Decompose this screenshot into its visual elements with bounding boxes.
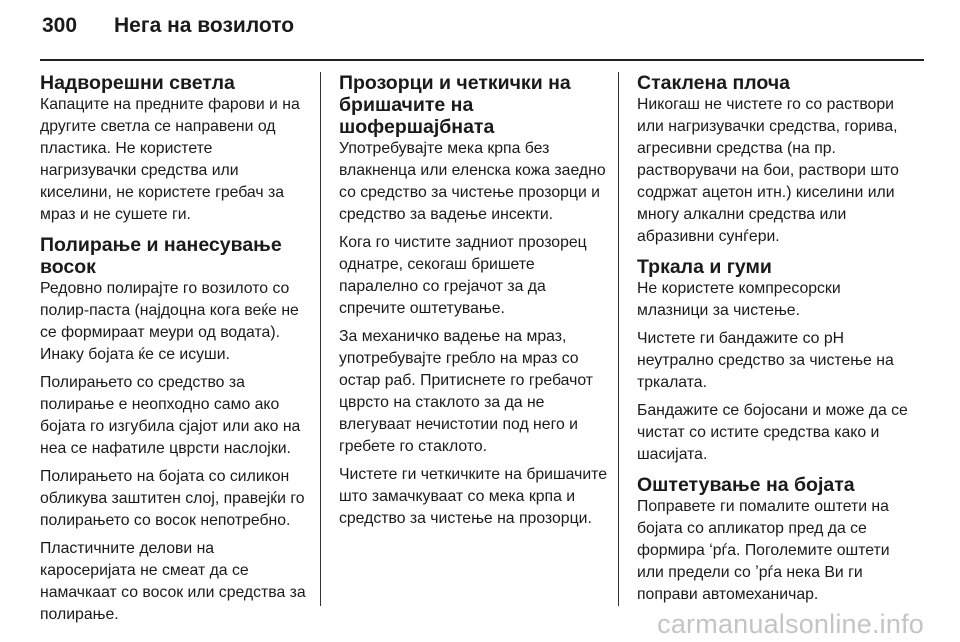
paragraph: Пластичните делови на каросеријата не смеат да се намачкаат со восок или средства за полирање. [40,540,306,623]
paragraph: Не користете компресорски млазници за чистење. [637,280,841,319]
paragraph: За механичко вадење на мраз, употребувајте гребло на мраз со остар раб. Притиснете го гребачот цврсто на стаклото за да не влегуваат нечистотии под него и гребете го стаклото. [339,328,594,455]
paragraph: Употребувајте мека крпа без влакненца или еленска кожа заедно со средство за чистење прозорци и средство за вадење инсекти. [339,140,606,223]
chapter-title: Нега на возилото [114,14,295,37]
section-heading-glass-panel: Стаклена плоча [637,72,790,94]
section-heading-wheels-tyres: Тркала и гуми [637,256,772,278]
paragraph: Бандажите се бојосани и може да се чистат со истите средства како и шасијата. [637,402,908,463]
column-3 [637,72,909,612]
paragraph: Полирањето на бојата со силикон обликува заштитен слој, правејќи го полирањето со восок непотребно. [40,468,305,529]
column-divider-1 [320,72,321,606]
column-divider-2 [618,72,619,606]
column-1 [40,72,308,632]
paragraph: Полирањето со средство за полирање е неопходно само ако бојата го изгубила сјајот или ако на неа се нафатиле цврсти наслојки. [40,374,301,457]
paragraph: Кога го чистите задниот прозорец однатре, секогаш бришете паралелно со грејачот за да спречите оштетување. [339,234,587,317]
section-heading-exterior-lights: Надворешни светла [40,72,235,94]
section-heading-paint-damage: Оштетување на бојата [637,474,855,496]
paragraph: Чистете ги четкичките на бришачите што замачкуваат со мека крпа и средство за чистење на прозорци. [339,466,607,527]
header-rule [40,59,924,61]
column-2 [339,72,607,536]
paragraph: Редовно полирајте го возилото со полир-паста (најдоцна кога веќе не се формираат меури од водата). Инаку бојата ќе се исуши. [40,280,299,363]
page-number: 300 [42,14,78,37]
watermark-text: carmanualsonline.info [657,609,924,639]
paragraph: Никогаш не чистете го со раствори или нагризувачки средства, горива, агресивни средства (на пр. растворувачи на бои, раствори што содржат ацетон итн.) киселини или многу алкални средства или абразивни сунѓери. [637,96,899,245]
page-header [42,14,294,54]
paragraph: Капаците на предните фарови и на другите светла се направени од пластика. Не користете нагризувачки средства или киселини, не користете гребач за мраз и не сушете ги. [40,96,300,223]
section-heading-polishing: Полирање и нанесување восок [40,234,282,278]
section-heading-windows-wipers: Прозорци и четкички на бришачите на шофершајбната [339,72,571,138]
paragraph: Чистете ги бандажите со pH неутрално средство за чистење на тркалата. [637,330,894,391]
paragraph: Поправете ги помалите оштети на бојата со апликатор пред да се формира ʻрѓа. Поголемите оштети или предели со ʼрѓа нека Ви ги поправи автомеханичар. [637,498,890,603]
